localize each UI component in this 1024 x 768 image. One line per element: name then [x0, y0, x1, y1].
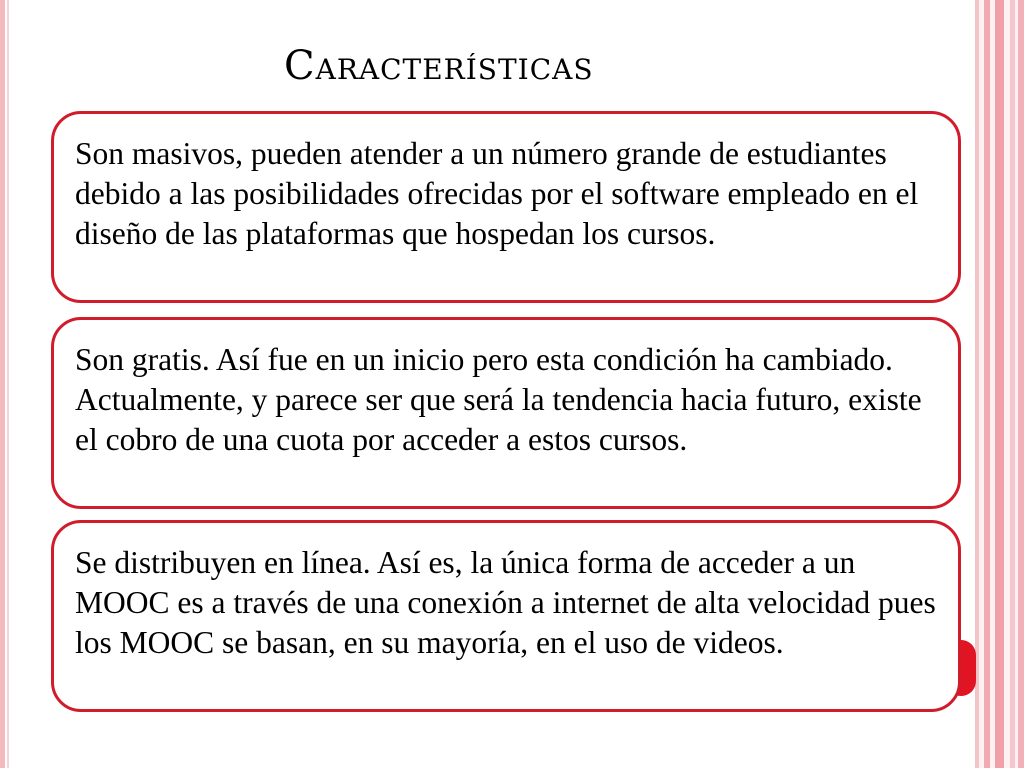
slide-title: Características [284, 43, 594, 89]
right-border-stripe [984, 0, 990, 768]
point-card [51, 520, 961, 712]
point-text: Se distribuyen en línea. Así es, la única forma de acceder a un MOOC es a través de una conexión a internet de alta velocidad pues los MOOC se basan, en su mayoría, en el uso de videos. [75, 545, 936, 660]
point-card [51, 317, 961, 509]
right-border-stripe [995, 0, 1004, 768]
left-border-stripe-thin [7, 0, 9, 768]
right-border-stripe [1010, 0, 1015, 768]
point-card [51, 111, 961, 303]
right-border-stripe [1018, 0, 1024, 768]
point-text: Son masivos, pueden atender a un número grande de estudiantes debido a las posibilidades ofrecidas por el software empleado en el diseño de las plataformas que hospedan los cursos. [75, 136, 919, 251]
point-text: Son gratis. Así fue en un inicio pero esta condición ha cambiado. Actualmente, y parece ser que será la tendencia hacia futuro, existe el cobro de una cuota por acceder a estos cursos. [75, 342, 922, 457]
left-border-stripe [0, 0, 5, 768]
